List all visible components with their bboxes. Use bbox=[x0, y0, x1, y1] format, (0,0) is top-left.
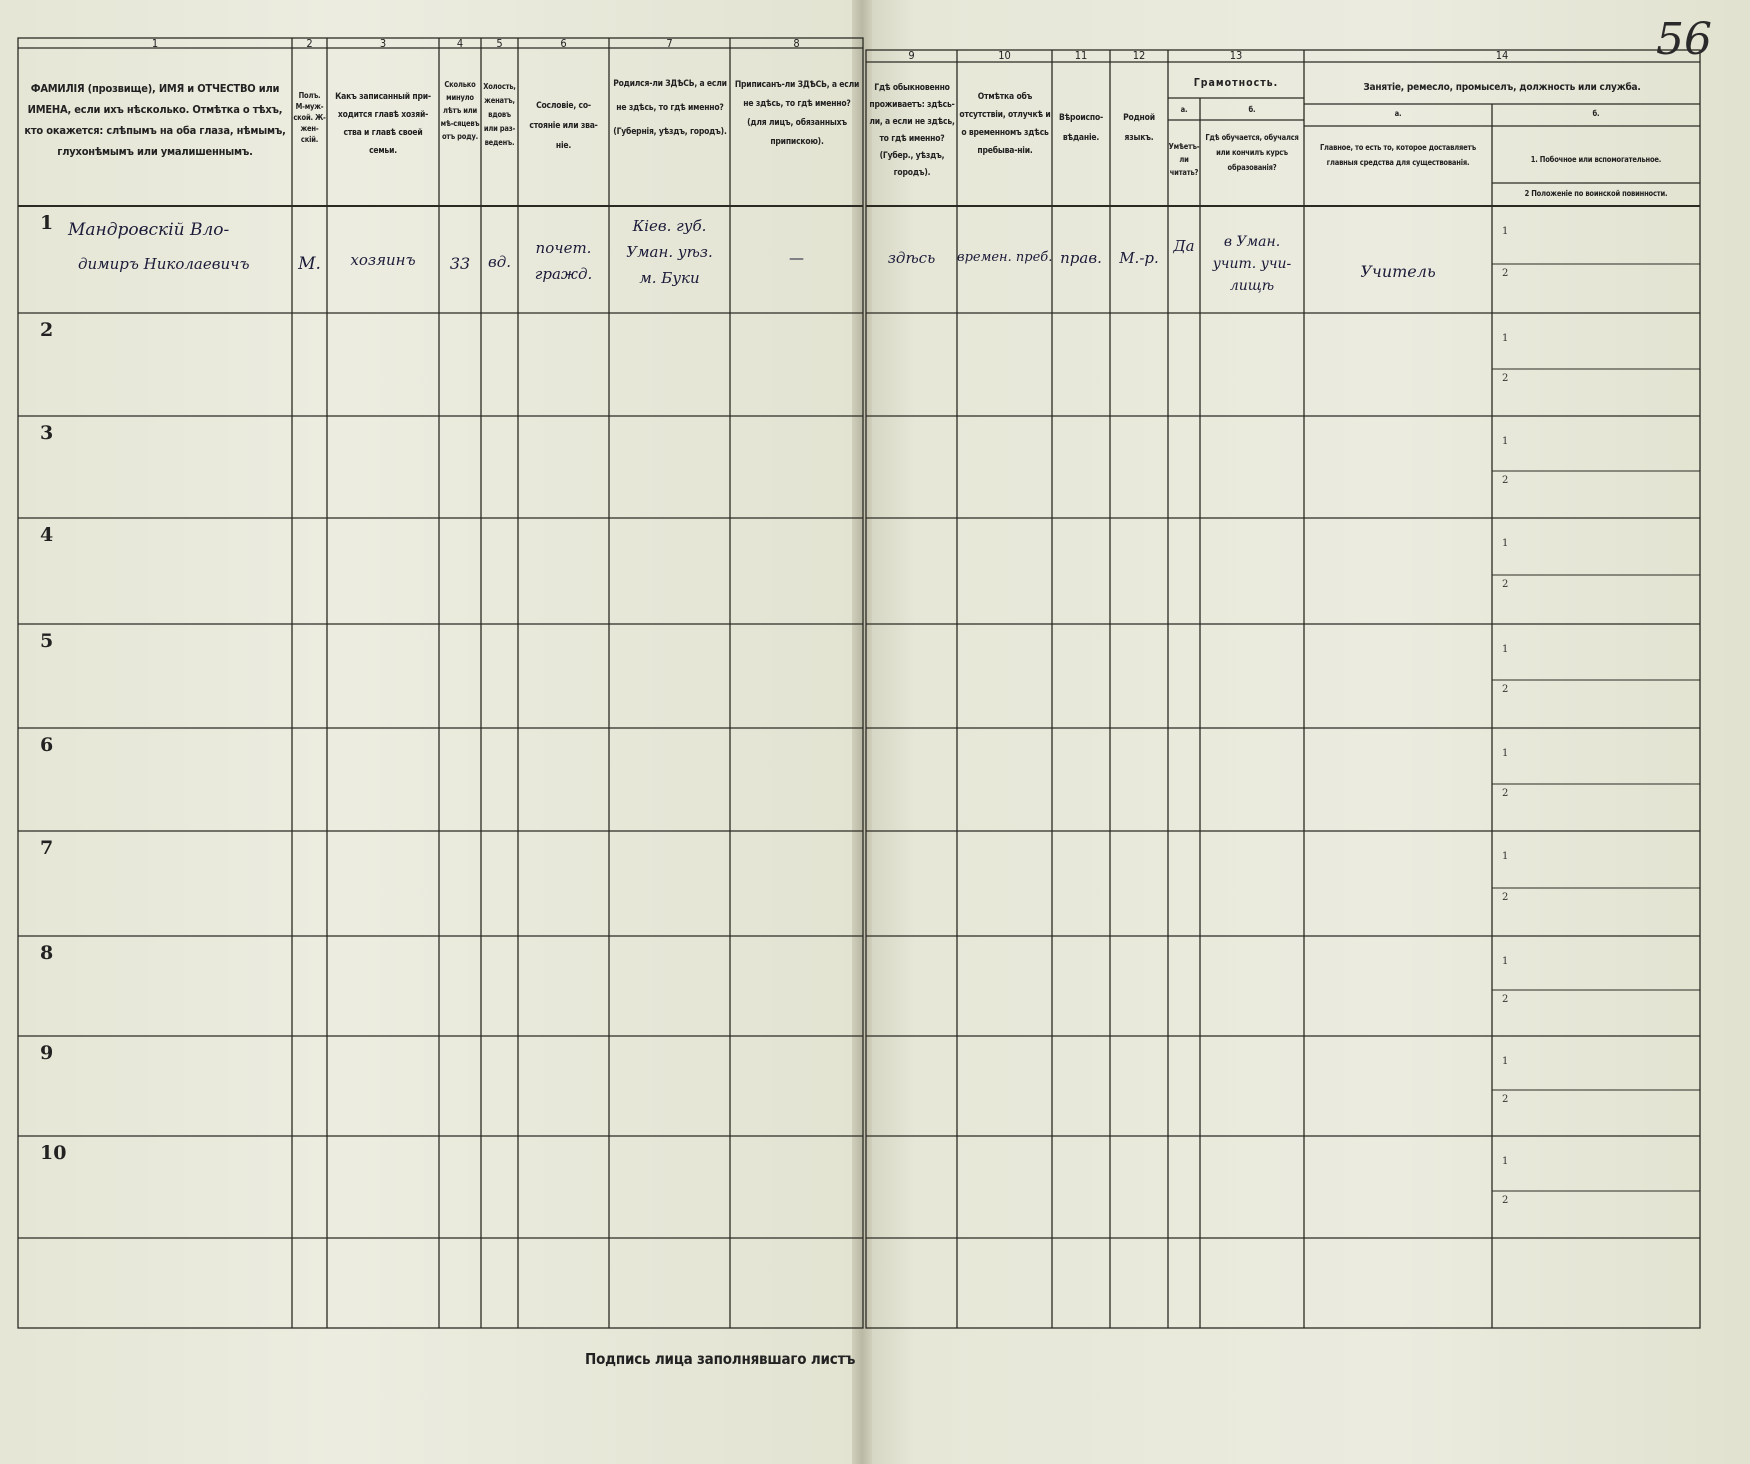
subrow-label: 2 bbox=[1502, 788, 1509, 799]
entry-birthplace-line3: м. Буки bbox=[639, 269, 700, 287]
entry-birthplace-line2: Уман. уѣз. bbox=[626, 243, 713, 261]
header-language: Родной языкъ. bbox=[1123, 113, 1155, 143]
row-number: 3 bbox=[40, 422, 54, 444]
subrow-label: 2 bbox=[1502, 579, 1509, 590]
header-secondary-occupation: 1. Побочное или вспомогательное. bbox=[1530, 155, 1662, 164]
entry-birthplace-line1: Кіев. губ. bbox=[632, 217, 707, 235]
subrow-label: 2 bbox=[1502, 373, 1509, 384]
subrow-label: 1 bbox=[1502, 748, 1509, 759]
signature-label: Подпись лица заполнявшаго листъ bbox=[585, 1350, 856, 1368]
entry-can-read: Да bbox=[1173, 237, 1195, 255]
entry-name-line2: димиръ Николаевичъ bbox=[78, 255, 250, 273]
subrow-label: 2 bbox=[1502, 994, 1509, 1005]
row-number: 2 bbox=[40, 319, 54, 341]
header-literacy: Грамотность. bbox=[1193, 77, 1279, 89]
subrow-label: 1 bbox=[1502, 851, 1509, 862]
subrow-label: 1 bbox=[1502, 538, 1509, 549]
column-number-1: 1 bbox=[151, 37, 159, 50]
column-number-10: 10 bbox=[998, 49, 1011, 62]
subrow-label: 1 bbox=[1502, 436, 1509, 447]
header-residence: Гдѣ обыкновенно проживаетъ: здѣсь-ли, а если не здѣсь, то гдѣ именно? (Губер., уѣздъ, городъ). bbox=[869, 83, 955, 178]
header-marital: Холость, женатъ, вдовъ или раз-веденъ. bbox=[483, 82, 516, 147]
header-occupation: Занятіе, ремесло, промыселъ, должность или служба. bbox=[1363, 82, 1641, 93]
column-number-12: 12 bbox=[1132, 49, 1146, 62]
row-number: 1 bbox=[40, 212, 54, 234]
subrow-label: 2 bbox=[1502, 1094, 1509, 1105]
entry-education-line3: лищѣ bbox=[1229, 278, 1275, 294]
subrow-label: 1 bbox=[1502, 1056, 1509, 1067]
header-occupation-a-letter: а. bbox=[1394, 109, 1402, 118]
column-number-4: 4 bbox=[456, 37, 464, 50]
column-number-6: 6 bbox=[560, 37, 567, 50]
row-number: 7 bbox=[40, 837, 54, 859]
header-can-read: Умѣетъ-ли читать? bbox=[1168, 142, 1200, 177]
column-number-9: 9 bbox=[908, 49, 915, 62]
column-number-8: 8 bbox=[793, 37, 800, 50]
row-number: 10 bbox=[40, 1142, 67, 1164]
header-birthplace: Родился-ли ЗДѢСЬ, а если не здѣсь, то гдѣ именно? (Губернія, уѣздъ, городъ). bbox=[613, 79, 727, 137]
page-number: 56 bbox=[1656, 14, 1712, 65]
entry-language: М.-р. bbox=[1119, 249, 1159, 267]
subrow-label: 1 bbox=[1502, 956, 1509, 967]
header-absence: Отмѣтка объ отсутствіи, отлучкѣ и о временномъ здѣсь пребыва-ніи. bbox=[959, 92, 1051, 156]
row-number: 5 bbox=[40, 630, 54, 652]
subrow-label: 1 bbox=[1502, 226, 1509, 237]
row-number: 6 bbox=[40, 734, 54, 756]
entry-name-line1: Мандровскій Вло- bbox=[68, 220, 230, 240]
column-number-7: 7 bbox=[666, 37, 673, 50]
entry-residence: здѣсь bbox=[887, 249, 936, 267]
entry-estate-line2: гражд. bbox=[534, 265, 593, 283]
column-number-14: 14 bbox=[1495, 49, 1509, 62]
header-occupation-b-letter: б. bbox=[1592, 109, 1600, 118]
entry-education-line1: в Уман. bbox=[1223, 234, 1281, 250]
entry-registration: — bbox=[789, 249, 804, 267]
entry-sex: М. bbox=[298, 254, 321, 274]
header-religion: Вѣроиспо-вѣданіе. bbox=[1059, 113, 1103, 143]
subrow-label: 2 bbox=[1502, 475, 1509, 486]
entry-relation: хозяинъ bbox=[350, 251, 416, 269]
header-education: Гдѣ обучается, обучался или кончилъ курсъ образованія? bbox=[1205, 133, 1299, 172]
column-number-5: 5 bbox=[496, 37, 503, 50]
header-main-occupation: Главное, то есть то, которое доставляетъ главныя средства для существованія. bbox=[1319, 143, 1477, 167]
header-literacy-a-letter: а. bbox=[1180, 105, 1188, 114]
header-name: ФАМИЛІЯ (прозвище), ИМЯ и ОТЧЕСТВО или ИМЕНА, если ихъ нѣсколько. Отмѣтка о тѣхъ, кто окажется: слѣпымъ на оба глаза, нѣмымъ, глухонѣмымъ или умалишеннымъ. bbox=[24, 82, 286, 158]
entry-education-line2: учит. учи- bbox=[1212, 256, 1292, 272]
header-age: Сколько минуло лѣтъ или мѣ-сяцевъ отъ роду. bbox=[440, 80, 480, 141]
column-number-13: 13 bbox=[1229, 49, 1243, 62]
entry-age: 33 bbox=[449, 254, 471, 273]
subrow-label: 1 bbox=[1502, 644, 1509, 655]
header-literacy-b-letter: б. bbox=[1248, 105, 1256, 114]
subrow-label: 2 bbox=[1502, 1195, 1509, 1206]
entry-religion: прав. bbox=[1060, 249, 1102, 267]
header-registration: Приписанъ-ли ЗДѢСЬ, а если не здѣсь, то гдѣ именно? (для лицъ, обязанныхъ припискою). bbox=[734, 80, 860, 147]
row-number: 8 bbox=[40, 942, 54, 964]
entry-occupation: Учитель bbox=[1360, 262, 1436, 281]
header-military-status: 2 Положеніе по воинской повинности. bbox=[1524, 189, 1668, 198]
subrow-label: 2 bbox=[1502, 268, 1509, 279]
column-number-2: 2 bbox=[306, 37, 313, 50]
entry-estate-line1: почет. bbox=[535, 239, 592, 257]
header-sex: Полъ. М-муж-ской. Ж-жен-скій. bbox=[293, 91, 326, 144]
subrow-label: 2 bbox=[1502, 684, 1509, 695]
row-number: 4 bbox=[40, 524, 54, 546]
column-number-11: 11 bbox=[1074, 49, 1088, 62]
subrow-label: 1 bbox=[1502, 1156, 1509, 1167]
row-number: 9 bbox=[40, 1042, 54, 1064]
header-relation: Какъ записанный при-ходится главѣ хозяй-ства и главѣ своей семьи. bbox=[335, 92, 431, 156]
column-number-3: 3 bbox=[379, 37, 387, 50]
subrow-label: 2 bbox=[1502, 892, 1509, 903]
entry-marital: вд. bbox=[487, 253, 511, 271]
header-estate: Сословіе, со-стояніе или зва-ніе. bbox=[529, 101, 598, 151]
subrow-label: 1 bbox=[1502, 333, 1509, 344]
entry-absence: времен. преб. bbox=[957, 250, 1053, 265]
